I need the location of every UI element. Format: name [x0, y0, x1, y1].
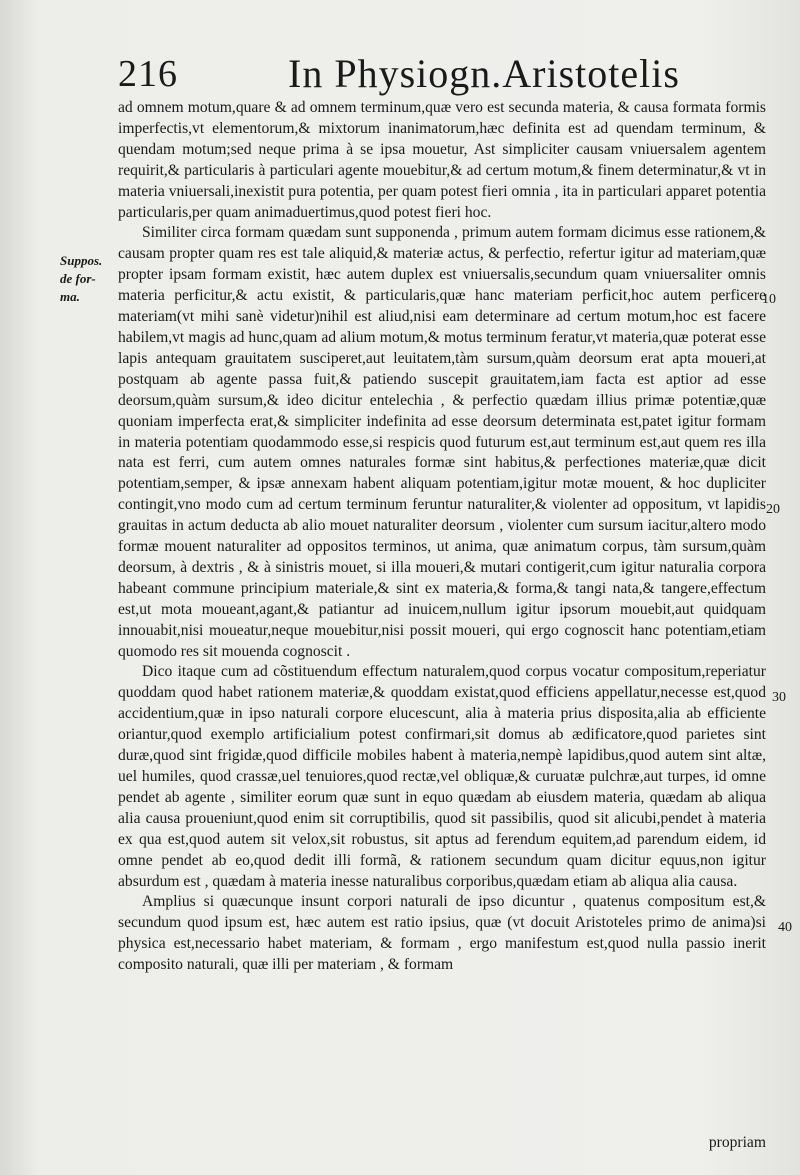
margin-note-line: ma.	[60, 289, 80, 304]
margin-note	[60, 252, 120, 306]
line-number: 40	[778, 920, 792, 935]
margin-note-line: Suppos.	[60, 253, 103, 268]
paragraph-continuation: ad omnem motum,quare & ad omnem terminum,quæ vero est secunda materia, & causa formata formis imperfectis,vt elementorum,& mixtorum inanimatorum,hæc definita est ad quendam terminum, & quendam motum;sed neque prima à se ipsa mouetur, Ast simpliciter causam vniuersalem agentem requirit,& particularis à particulari agente mouebitur,& ad certum motum,& finem determinatur,& vt in materia vniuersali,inexistit pura potentia, per quam potest fieri omnia , ita in particulari apparet potentia particularis,per quam animaduertimus,quod potest fieri hoc.	[118, 99, 766, 221]
page-header	[110, 48, 750, 98]
margin-note-line: de for-	[60, 271, 96, 286]
page-number: 216	[118, 53, 178, 95]
line-number: 30	[772, 690, 786, 705]
line-number: 20	[766, 502, 780, 517]
line-number: 10	[762, 292, 776, 307]
paragraph-dico: Dico itaque cum ad cõstituendum effectum naturalem,quod corpus vocatur compositum,reperiatur quoddam quod habet rationem materiæ,& quoddam existat,quod efficiens appellatur,necesse est,quod accidentium,quæ in ipso naturali corpore elucescunt, alia à materia prius disposita,alia ab efficiente oriantur,quod exemplo artificialium potest confirmari,sit domus ab ædificatore,quod parietes sint duræ,quod sint frigidæ,quod difficile mobiles habent à materia,nempè lapidibus,quod autem sint altæ, uel humiles, quod crassæ,uel tenuiores,quod rectæ,vel obliquæ,& curuatæ pulchræ,aut turpes, id omne pendet ab agente , similiter eorum quæ sunt in equo quædam ab eiusdem materia, quædam ab aliqua alia causa proueniunt,quod enim sit corruptibilis, quod sit passibilis, quod sit alicubi,pendet à materia ex qua est,quod autem sit velox,sit robustus, sit aptus ad ferendum equitem,ad parendum eidem, id omne pendet ab eo,quod dedit illi formã, & rationem secundum quam dicitur equus,non igitur absurdum est , quædam à materia inesse naturalibus corporibus,quædam etiam ab aliqua alia causa.	[118, 663, 766, 890]
running-head: In Physiogn.Aristotelis	[288, 51, 680, 96]
catchword: propriam	[708, 1134, 766, 1151]
paragraph-forma: Similiter circa formam quædam sunt supponenda , primum autem formam dicimus esse rationem,& causam propter quam res est tale aliquid,& materiæ actus, & perfectio, refertur igitur ad materiam,quæ propter ipsam formam existit, hæc autem duplex est vniuersalis,secundum quam vniuersaliter omnis materia perficitur,& actu existit, & particularis,quæ hanc materiam perficit,hoc autem perficere materiam(vt mihi sanè videtur)nihil est aliud,nisi eam determinare ad certum motum,hoc est facere habilem,vt magis ad hunc,quam ad alium motum,& motus terminum feratur,vt materia,quæ poterat esse lapis antequam grauitatem susciperet,aut leuitatem,tàm sursum,quàm deorsum erat apta moueri,at postquam ab agente passa fuit,& patiendo suscepit grauitatem,iam facta est aptior ad esse deorsum,quàm sursum,& ideo dicitur entelechia , & perfectio quædam illius primæ potentiæ,quæ quoniam imperfecta erat,& simpliciter indefinita ad esse deorsum determinata est,patet igitur formam in materia potentiam quodammodo esse,si respicis quod futurum est,aut terminum est,aut quem res illa nata est ferri, cum autem omnes naturales formæ sint habitus,& perfectiones materiæ,quæ dicit potentiam,semper, & ipsæ annexam habent aliquam potentiam,igitur motæ mouent, & hoc dupliciter contingit,vno modo cum ad certum terminum feruntur naturaliter,& violenter ad oppositum, vt lapidis grauitas in actum deducta ab alio mouet naturaliter deorsum , violenter cum sursum iacitur,altero modo formæ mouent naturaliter ad oppositos terminos, ut anima, quæ animatum corpus, tàm sursum,quàm deorsum, à dextris , & à sinistris mouet, si illa moueri,& mutari contigerit,cum igitur naturalia corpora habeant commune principium materiale,& sint ex materia,& forma,& tangi nata,& tangere,effectum est,ut mota moueant,agant,& patiantur ad inuicem,nullum igitur ipsorum mouebit,aut quidquam innouabit,nisi moueatur,neque mouebitur,nisi possit moueri, qui ergo cognoscit hanc potentiam,etiam quomodo res sit mouenda cognoscit .	[118, 224, 766, 660]
body-text	[118, 98, 766, 976]
paragraph-amplius: Amplius si quæcunque insunt corpori naturali de ipso dicuntur , quatenus compositum est,& secundum quod ipsum est, hæc autem est ratio ipsius, quæ (vt docuit Aristoteles primo de anima)si physica est,necessario habet materiam, & formam , ergo manifestum est,quod nulla passio inerit composito naturali, quæ illi per materiam , & formam	[118, 893, 766, 974]
